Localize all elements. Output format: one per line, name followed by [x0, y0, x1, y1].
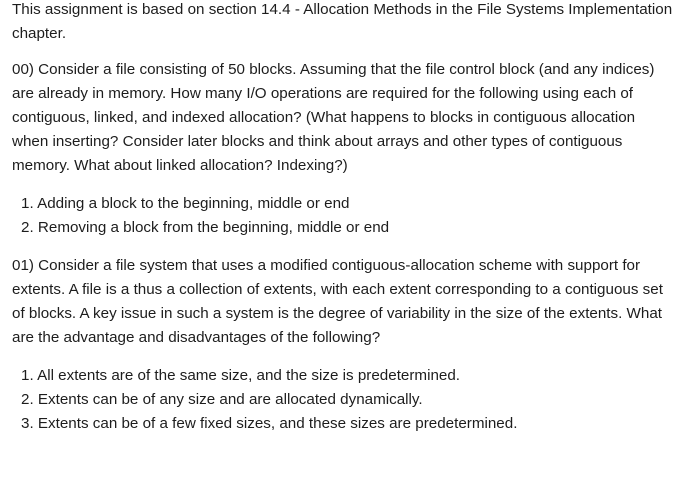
question-01-list	[12, 364, 675, 436]
list-item	[12, 192, 675, 216]
list-item-number: 3.	[21, 415, 34, 432]
list-item	[12, 216, 675, 240]
intro-paragraph: This assignment is based on section 14.4 - Allocation Methods in the File Systems Implementation chapter.	[12, 1, 673, 42]
list-item-number: 2.	[21, 391, 34, 408]
list-item-text: Extents can be of a few fixed sizes, and these sizes are predetermined.	[37, 415, 518, 432]
question-00-list	[12, 192, 675, 240]
list-item-number: 1.	[21, 195, 34, 212]
list-item	[12, 388, 675, 412]
list-item-number: 2.	[21, 219, 34, 236]
list-item	[12, 412, 675, 436]
question-01-text: 01) Consider a file system that uses a modified contiguous-allocation scheme with support for extents. A file is a thus a collection of extents, with each extent corresponding to a contiguous set of blocks. A key issue in such a system is the degree of variability in the size of the extents. What are the advantage and disadvantages of the following?	[12, 257, 663, 346]
list-item	[12, 364, 675, 388]
question-00-text: 00) Consider a file consisting of 50 blocks. Assuming that the file control block (and any indices) are already in memory. How many I/O operations are required for the following using each of contiguous, linked, and indexed allocation? (What happens to blocks in contiguous allocation when inserting? Consider later blocks and think about arrays and other types of contiguous memory. What about linked allocation? Indexing?)	[12, 61, 655, 174]
list-item-text: Adding a block to the beginning, middle or end	[37, 195, 350, 212]
list-item-text: All extents are of the same size, and the size is predetermined.	[37, 367, 460, 384]
list-item-number: 1.	[21, 367, 34, 384]
list-item-text: Extents can be of any size and are allocated dynamically.	[37, 391, 423, 408]
list-item-text: Removing a block from the beginning, middle or end	[37, 219, 390, 236]
